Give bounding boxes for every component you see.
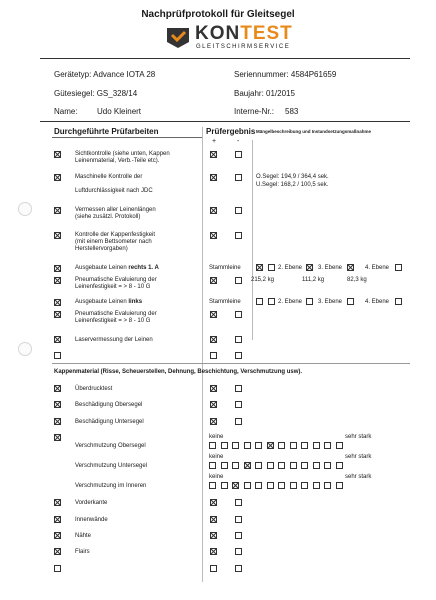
checkbox-dirt[interactable]	[54, 434, 61, 441]
checkbox-level-4-right[interactable]	[395, 264, 402, 271]
row-label-text: Ausgebaute Leinen	[75, 299, 127, 305]
dirt-scale-box[interactable]	[278, 442, 285, 449]
pneumatic-value-main-line: 215,2 kg	[251, 277, 275, 283]
checkbox-pass[interactable]	[210, 532, 217, 539]
row-label: Überdrucktest	[75, 386, 113, 392]
kontest-logo-mark-icon	[165, 26, 191, 50]
dirt-scale-box[interactable]	[324, 462, 331, 469]
dirt-scale-box[interactable]	[336, 462, 343, 469]
checkbox-seams[interactable]	[54, 532, 61, 539]
name-label: Name:	[54, 107, 78, 116]
checkbox-fail[interactable]	[235, 565, 242, 572]
level-2-label: 2. Ebene	[278, 265, 303, 271]
row-label: Verschmutzung im Inneren	[75, 483, 147, 489]
serial-number: Seriennummer: 4584P61659	[234, 70, 337, 79]
dirt-scale-box[interactable]	[313, 442, 320, 449]
row-label: Vermessen aller Leinenlängen	[75, 207, 156, 213]
seal-number: Gütesiegel: GS_328/14	[54, 89, 138, 98]
checkbox-lines-right[interactable]	[54, 265, 61, 272]
row-label: Leinenfestigkeit = > 8 - 10 G	[75, 318, 151, 324]
dirt-scale-box[interactable]	[324, 482, 331, 489]
dirt-scale-box[interactable]	[301, 482, 308, 489]
level-3-label: 3. Ebene	[318, 265, 343, 271]
dirt-scale-box[interactable]	[290, 462, 297, 469]
checkbox-fail[interactable]	[235, 418, 242, 425]
row-label: Verschmutzung Obersegel	[75, 443, 146, 449]
checkbox-pass[interactable]	[210, 151, 217, 158]
checkbox-canopy-strength[interactable]	[54, 232, 61, 239]
dirt-scale-box[interactable]	[313, 462, 320, 469]
row-label: Leinenmaterial, Verb.-Teile etc).	[75, 158, 160, 164]
row-label	[75, 299, 142, 306]
row-label: Flairs	[75, 549, 90, 555]
dirt-none-label: keine	[209, 454, 224, 460]
dirt-scale-bottom-sail	[209, 462, 359, 470]
checkbox-flairs[interactable]	[54, 548, 61, 555]
porosity-bottom-sail: U.Segel: 168,2 / 100,5 sek.	[256, 182, 329, 188]
checkbox-fail[interactable]	[235, 207, 242, 214]
checkbox-pass[interactable]	[210, 277, 217, 284]
main-line-label: Stammleine	[209, 299, 241, 305]
internal-number-label: Interne-Nr.:	[234, 107, 275, 116]
row-label: Nähte	[75, 533, 92, 539]
checkbox-fail[interactable]	[235, 385, 242, 392]
row-label: Kontrolle der Kappenfestigkeit	[75, 232, 156, 238]
row-label: Sichtkontrolle (siehe unten, Kappen	[75, 151, 170, 157]
checkbox-empty-row[interactable]	[54, 565, 61, 572]
dirt-scale-box[interactable]	[255, 442, 262, 449]
dirt-scale-box[interactable]	[221, 462, 228, 469]
dirt-scale-box[interactable]	[267, 442, 274, 449]
checkbox-pass[interactable]	[210, 548, 217, 555]
checkbox-pneumatic-left[interactable]	[54, 311, 61, 318]
table-header-underline	[52, 137, 202, 138]
dirt-scale-box[interactable]	[290, 442, 297, 449]
row-label-bold: rechts 1. A	[128, 265, 159, 271]
checkbox-damage-top-sail[interactable]	[54, 401, 61, 408]
checkbox-fail[interactable]	[235, 174, 242, 181]
level-4-label: 4. Ebene	[365, 265, 390, 271]
checkbox-pneumatic-right[interactable]	[54, 277, 61, 284]
checkbox-fail[interactable]	[235, 401, 242, 408]
checkbox-pass[interactable]	[210, 232, 217, 239]
pneumatic-value-level-3: 82,3 kg	[347, 277, 367, 283]
row-label: Luftdurchlässigkeit nach JDC	[75, 188, 153, 194]
checkbox-main-line-right[interactable]	[256, 264, 263, 271]
checkbox-fail[interactable]	[235, 311, 242, 318]
row-label-bold: links	[128, 299, 143, 305]
dirt-scale-top-sail	[209, 442, 359, 450]
checkbox-fail[interactable]	[235, 516, 242, 523]
dirt-scale-box[interactable]	[336, 442, 343, 449]
row-label: Beschädigung Obersegel	[75, 402, 143, 408]
checkbox-visual-check[interactable]	[54, 151, 61, 158]
checkbox-line-measurement[interactable]	[54, 207, 61, 214]
checkbox-level-3-right[interactable]	[347, 264, 354, 271]
info-divider	[40, 121, 410, 122]
dirt-scale-box[interactable]	[232, 462, 239, 469]
checkbox-leading-edge[interactable]	[54, 499, 61, 506]
document-title: Nachprüfprotokoll für Gleitsegel	[141, 9, 295, 20]
checkbox-pass[interactable]	[210, 418, 217, 425]
dirt-scale-box[interactable]	[267, 482, 274, 489]
dirt-scale-box[interactable]	[209, 462, 216, 469]
main-line-label: Stammleine	[209, 265, 241, 271]
level-2-label: 2. Ebene	[278, 299, 303, 305]
kontest-logo	[165, 24, 310, 52]
checkbox-empty-row[interactable]	[54, 352, 61, 359]
dirt-scale-box[interactable]	[255, 462, 262, 469]
dirt-scale-box[interactable]	[290, 482, 297, 489]
checkbox-laser[interactable]	[54, 336, 61, 343]
row-label: Pneumatische Evaluierung der	[75, 311, 157, 317]
checkbox-level-box[interactable]	[268, 264, 275, 271]
checkbox-pass[interactable]	[210, 207, 217, 214]
checkbox-fail[interactable]	[235, 499, 242, 506]
checkbox-pass[interactable]	[210, 336, 217, 343]
header-minus: -	[237, 138, 240, 145]
checkbox-pass[interactable]	[210, 385, 217, 392]
pneumatic-value-level-2: 111,2 kg	[302, 277, 325, 283]
row-label: (mit einem Bettsometer nach	[75, 239, 152, 245]
logo-word-kon: KON	[195, 23, 241, 44]
checkbox-fail[interactable]	[235, 548, 242, 555]
binder-hole-mark	[18, 342, 32, 356]
dirt-scale-box[interactable]	[324, 442, 331, 449]
dirt-scale-box[interactable]	[301, 442, 308, 449]
row-label: Maschinelle Kontrolle der	[75, 174, 143, 180]
checkbox-fail[interactable]	[235, 532, 242, 539]
checkbox-pass[interactable]	[210, 311, 217, 318]
dirt-none-label: keine	[209, 474, 224, 480]
device-type: Gerätetyp: Advance IOTA 28	[54, 70, 156, 79]
header-notes: Mängelbeschreibung und Instandsetzungsmaßnahme	[256, 129, 372, 134]
dirt-very-strong-label: sehr stark	[345, 454, 372, 460]
checkbox-machine-check[interactable]	[54, 174, 61, 181]
row-label: Vorderkante	[75, 500, 108, 506]
header-result: Prüfergebnis	[206, 127, 256, 136]
logo-subtitle: GLEITSCHIRMSERVICE	[196, 44, 291, 50]
checkbox-lines-left[interactable]	[54, 299, 61, 306]
internal-number-value: 583	[285, 107, 299, 116]
dirt-scale-box[interactable]	[255, 482, 262, 489]
canopy-section-title: Kappenmaterial (Risse, Scheuerstellen, Dehnung, Beschichtung, Verschmutzung usw).	[54, 369, 303, 375]
header-plus: +	[212, 138, 217, 145]
row-label: Herstellervorgaben)	[75, 246, 128, 252]
checkbox-fail[interactable]	[235, 232, 242, 239]
dirt-very-strong-label: sehr stark	[345, 434, 372, 440]
checkbox-damage-bottom-sail[interactable]	[54, 418, 61, 425]
column-divider	[252, 140, 253, 340]
checkbox-pass[interactable]	[210, 516, 217, 523]
name-value: Udo Kleinert	[97, 107, 142, 116]
checkbox-main-line-left[interactable]	[256, 298, 263, 305]
checkbox-level-2-left[interactable]	[306, 298, 313, 305]
dirt-scale-box[interactable]	[278, 482, 285, 489]
checkbox-level-2-right[interactable]	[306, 264, 313, 271]
checkbox-fail[interactable]	[235, 151, 242, 158]
section-divider	[52, 363, 410, 364]
header-divider	[40, 58, 410, 59]
dirt-scale-box[interactable]	[244, 442, 251, 449]
dirt-scale-box[interactable]	[209, 442, 216, 449]
column-divider	[202, 127, 203, 582]
binder-hole-mark	[18, 202, 32, 216]
dirt-very-strong-label: sehr stark	[345, 474, 372, 480]
level-4-label: 4. Ebene	[365, 299, 390, 305]
row-label: Leinenfestigkeit = > 8 - 10 G	[75, 284, 151, 290]
dirt-scale-box[interactable]	[232, 442, 239, 449]
dirt-scale-inside	[209, 482, 359, 490]
checkbox-fail[interactable]	[235, 336, 242, 343]
dirt-scale-box[interactable]	[301, 462, 308, 469]
row-label: Beschädigung Untersegel	[75, 419, 144, 425]
porosity-top-sail: O.Segel: 194,9 / 364,4 sek.	[256, 174, 329, 180]
checkbox-pass[interactable]	[210, 499, 217, 506]
dirt-scale-box[interactable]	[221, 442, 228, 449]
row-label-text: Ausgebaute Leinen	[75, 265, 127, 271]
row-label: Laservermessung der Leinen	[75, 337, 153, 343]
dirt-scale-box[interactable]	[267, 462, 274, 469]
checkbox-level-4-left[interactable]	[395, 298, 402, 305]
dirt-scale-box[interactable]	[336, 482, 343, 489]
checkbox-fail[interactable]	[235, 277, 242, 284]
dirt-scale-box[interactable]	[313, 482, 320, 489]
checkbox-pass[interactable]	[210, 174, 217, 181]
logo-word-test: TEST	[240, 23, 293, 44]
dirt-scale-box[interactable]	[209, 482, 216, 489]
header-work: Durchgeführte Prüfarbeiten	[54, 127, 159, 136]
dirt-scale-box[interactable]	[232, 482, 239, 489]
level-3-label: 3. Ebene	[318, 299, 343, 305]
dirt-scale-box[interactable]	[278, 462, 285, 469]
checkbox-inner-walls[interactable]	[54, 516, 61, 523]
dirt-none-label: keine	[209, 434, 224, 440]
checkbox-pass[interactable]	[210, 401, 217, 408]
dirt-scale-box[interactable]	[244, 482, 251, 489]
checkbox-pass[interactable]	[210, 565, 217, 572]
checkbox-level-3-left[interactable]	[347, 298, 354, 305]
row-label: Innenwände	[75, 517, 108, 523]
row-label	[75, 265, 159, 272]
checkbox-pass[interactable]	[210, 352, 217, 359]
build-year: Baujahr: 01/2015	[234, 89, 295, 98]
checkbox-level-box[interactable]	[268, 298, 275, 305]
row-label: (siehe zusätzl. Protokoll)	[75, 214, 141, 220]
checkbox-fail[interactable]	[235, 352, 242, 359]
dirt-scale-box[interactable]	[244, 462, 251, 469]
row-label: Verschmutzung Untersegel	[75, 463, 148, 469]
checkbox-overpressure[interactable]	[54, 385, 61, 392]
dirt-scale-box[interactable]	[221, 482, 228, 489]
row-label: Pneumatische Evaluierung der	[75, 277, 157, 283]
